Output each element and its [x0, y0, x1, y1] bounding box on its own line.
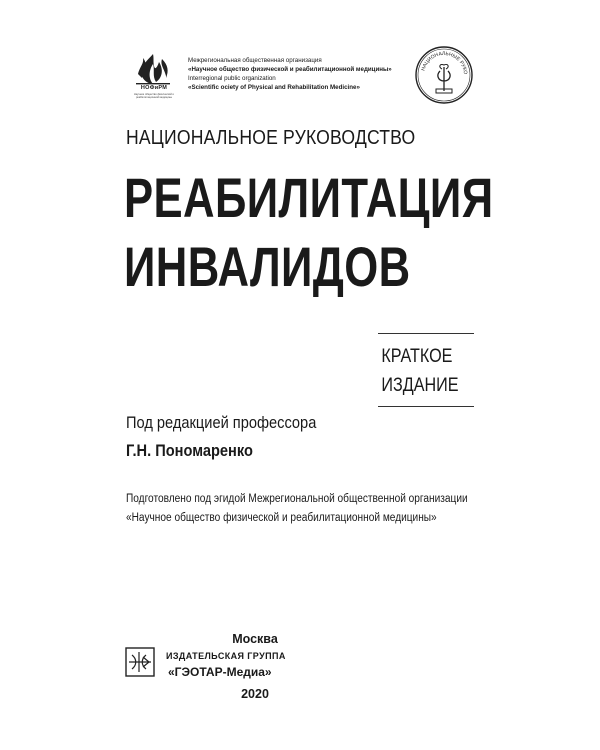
org-line-ru-1: Межрегиональная общественная организация — [188, 57, 322, 64]
org-line-ru-2: «Научное общество физической и реабилитационной медицины» — [188, 66, 392, 73]
publisher-name: «ГЭОТАР-Медиа» — [168, 665, 272, 679]
series-seal — [414, 45, 474, 105]
title-line-2: ИНВАЛИДОВ — [124, 235, 411, 298]
series-heading: НАЦИОНАЛЬНОЕ РУКОВОДСТВО — [126, 127, 416, 149]
flame-emblem-icon — [126, 52, 180, 86]
publication-year: 2020 — [241, 687, 269, 701]
editor-label: Под редакцией профессора — [126, 413, 317, 432]
publisher-emblem-icon — [125, 647, 155, 677]
logo-abbreviation: НОФиРМ — [140, 85, 168, 91]
nofrm-logo — [126, 52, 180, 100]
publisher-city: Москва — [232, 632, 278, 646]
title-line-1: РЕАБИЛИТАЦИЯ — [124, 166, 494, 229]
prepared-line-1: Подготовлено под эгидой Межрегиональной общественной организации — [126, 493, 468, 505]
organization-block — [188, 56, 418, 92]
seal-icon — [414, 45, 474, 105]
publisher-group: ИЗДАТЕЛЬСКАЯ ГРУППА — [166, 651, 286, 661]
editor-name: Г.Н. Пономаренко — [126, 441, 253, 460]
prepared-note — [126, 490, 468, 528]
org-line-en-1: Interregional public organization — [188, 75, 276, 82]
seal-text: НАЦИОНАЛЬНЫЕ РУКО — [420, 50, 469, 75]
edition-line-1: КРАТКОЕ — [381, 346, 453, 367]
edition-box — [378, 333, 474, 407]
publisher-logo — [125, 647, 155, 677]
logo-subtext: Научное общество физической и реабилитационной медицины — [134, 93, 174, 99]
prepared-line-2: «Научное общество физической и реабилитационной медицины» — [126, 512, 437, 524]
edition-line-2: ИЗДАНИЕ — [381, 375, 459, 396]
org-line-en-2: «Scientific ociety of Physical and Rehabilitation Medicine» — [188, 84, 360, 91]
